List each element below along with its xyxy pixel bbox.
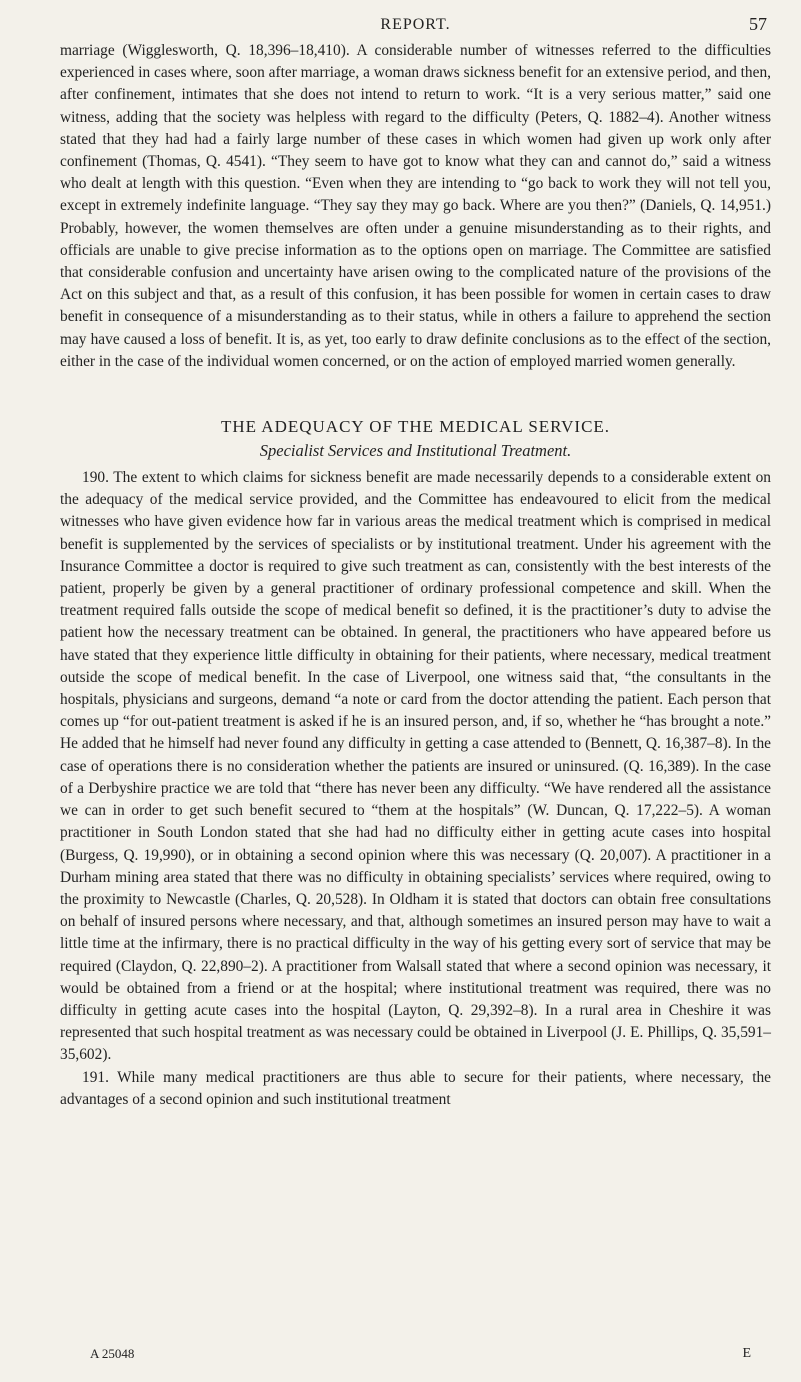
paragraph-190: 190. The extent to which claims for sickness benefit are made necessarily depends to a considerable extent on the adequacy of the medical service provided, and the Committee has endeavoured to elicit from the medical witnesses who have given evidence how far in various areas the medical treatment which is comprised in medical benefit is supplemented by the services of specialists or by institutional treatment. Under his agreement with the Insurance Committee a doctor is required to give such treatment as can, consistently with the best interests of the patient, properly be given by a general practitioner of ordinary professional competence and skill. When the treatment required falls outside the scope of medical benefit so defined, it is the practitioner’s duty to advise the patient how the necessary treatment can be obtained. In general, the practitioners who have appeared before us have stated that they experience little difficulty in obtaining for their patients, where necessary, medical treatment outside the scope of medical benefit. In the case of Liverpool, one witness said that, “the consultants in the hospitals, physicians and surgeons, demand “a note or card from the doctor attending the patient. Each person that comes up “for out-patient treatment is asked if he is an insured person, and, if so, whether he “has brought a note.” He added that he himself had never found any difficulty in getting a case attended to (Bennett, Q. 16,387–8). In the case of operations there is no consideration whether the patients are insured or uninsured. (Q. 16,389). In the case of a Derbyshire practice we are told that “there has never been any difficulty. “We have rendered all the assistance we can in order to get such benefit secured to “them at the hospitals” (W. Duncan, Q. 17,222–5). A woman practitioner in South London stated that she had had no difficulty either in getting acute cases into hospital (Burgess, Q. 19,990), or in obtaining a second opinion where this was necessary (Q. 20,007). A practitioner in a Durham mining area stated that there was no difficulty in obtaining specialists’ services where required, owing to the proximity to Newcastle (Charles, Q. 20,528). In Oldham it is stated that doctors can obtain free consultations on behalf of insured persons where necessary, and that, although sometimes an insured person may have to wait a little time at the infirmary, there is no practical difficulty in the way of his getting every sort of service that may be required (Claydon, Q. 22,890–2). A practitioner from Walsall stated that where a second opinion was necessary, it would be obtained from a friend or at the hospital; where institutional treatment was required, there was no difficulty in getting acute cases into the hospital (Layton, Q. 29,392–8). In a rural area in Cheshire it was represented that such hospital treatment as was necessary could be obtained in Liverpool (J. E. Phillips, Q. 35,591–35,602). — [60, 469, 771, 1064]
section-heading: THE ADEQUACY OF THE MEDICAL SERVICE. — [220, 417, 611, 437]
paragraph-191: 191. While many medical practitioners are thus able to secure for their patients, where necessary, the advantages of a second opinion and such institutional treatment — [60, 1068, 771, 1108]
running-header — [60, 10, 771, 40]
printer-signature: A 25048 — [90, 1346, 135, 1361]
running-title: REPORT. — [380, 16, 451, 33]
page-number: 57 — [749, 14, 767, 34]
section-subheading: Specialist Services and Institutional Treatment. — [259, 441, 572, 461]
paragraph-continued: marriage (Wigglesworth, Q. 18,396–18,410). A considerable number of witnesses referred to the difficulties experienced in cases where, soon after marriage, a woman draws sickness benefit for an extensive period, and then, after confinement, intimates that she does not intend to return to work. “It is a very serious matter,” said one witness, adding that the society was helpless with regard to the difficulty (Peters, Q. 1882–4). Another witness stated that they had had a fairly large number of these cases in which women had given up work only after confinement (Thomas, Q. 4541). “They seem to have got to know what they can and cannot do,” said a witness who dealt at length with this question. “Even when they are intending to “go back to work they will not tell you, except in extremely indefinite language. “They say they may go back. Where are you then?” (Daniels, Q. 14,951.) Probably, however, the women themselves are often under a genuine misunderstanding as to their rights, and officials are unable to give precise information as to the options open on marriage. The Committee are satisfied that considerable confusion and uncertainty have arisen owing to the complicated nature of the provisions of the Act on this subject and that, as a result of this confusion, it has been possible for women in certain cases to draw benefit in consequence of a misunderstanding as to their status, while in others a failure to apprehend the section may have caused a loss of benefit. It is, as yet, too early to draw definite conclusions as to the effect of the section, either in the case of the individual women concerned, or on the action of employed married women generally. — [60, 42, 771, 370]
sheet-letter: E — [742, 1346, 751, 1361]
